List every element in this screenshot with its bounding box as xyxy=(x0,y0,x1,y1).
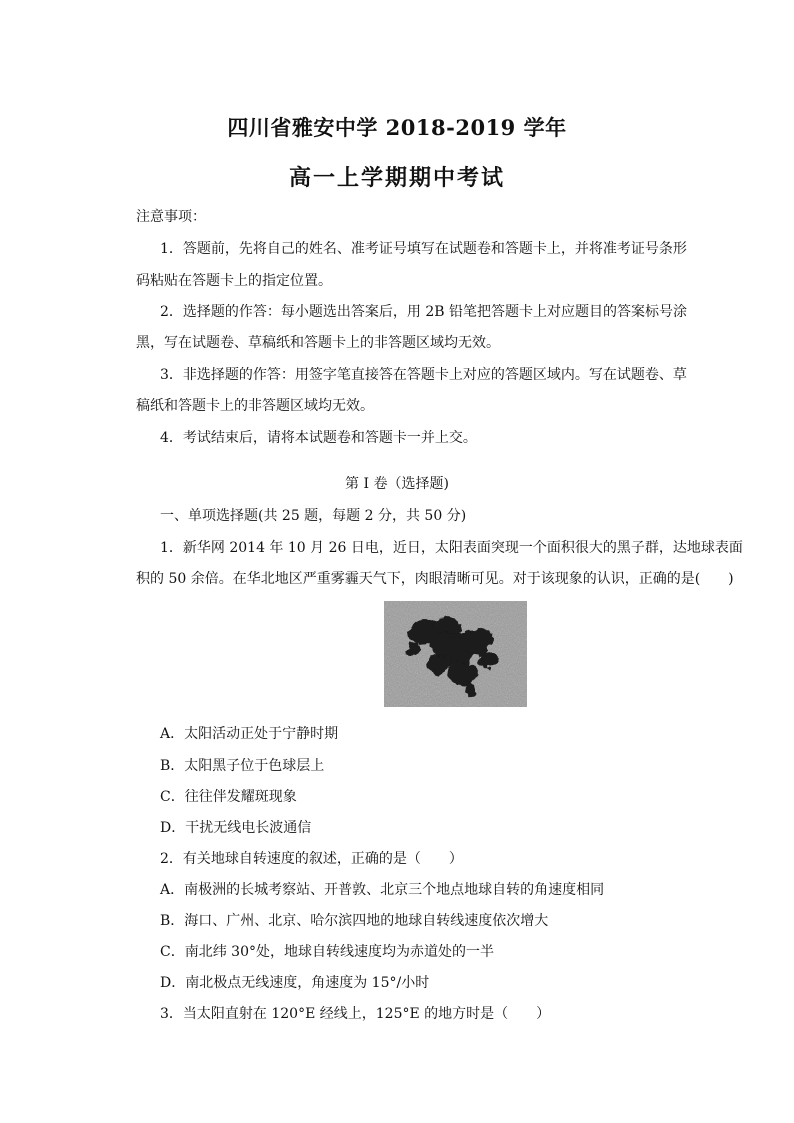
exam-title-line1: 四川省雅安中学 2018-2019 学年 xyxy=(227,115,567,140)
notice-line: 3．非选择题的作答：用签字笔直接答在答题卡上对应的答题区域内。写在试题卷、草 xyxy=(160,367,687,383)
question-1-stem: 积的 50 余倍。在华北地区严重雾霾天气下，肉眼清晰可见。对于该现象的认识，正确的是( ) xyxy=(136,571,734,587)
notice-line: 4．考试结束后，请将本试题卷和答题卡一并上交。 xyxy=(160,430,477,446)
part-heading: 一、单项选择题(共 25 题，每题 2 分，共 50 分) xyxy=(160,508,467,524)
question-3-stem: 3．当太阳直射在 120°E 经线上，125°E 的地方时是（ ） xyxy=(160,1006,551,1022)
notice-line: 2．选择题的作答：每小题选出答案后，用 2B 铅笔把答题卡上对应题目的答案标号涂 xyxy=(160,304,688,320)
question-1-stem: 1．新华网 2014 年 10 月 26 日电，近日，太阳表面突现一个面积很大的黑子群，达地球表面 xyxy=(160,540,743,556)
q1-option-d: D．干扰无线电长波通信 xyxy=(160,820,312,836)
q2-option-a: A．南极洲的长城考察站、开普敦、北京三个地点地球自转的角速度相同 xyxy=(160,882,605,898)
q1-option-a: A．太阳活动正处于宁静时期 xyxy=(160,726,339,742)
notice-line: 1．答题前，先将自己的姓名、准考证号填写在试题卷和答题卡上，并将准考证号条形 xyxy=(160,241,687,257)
q2-option-c: C．南北纬 30°处，地球自转线速度均为赤道处的一半 xyxy=(160,944,494,960)
q1-option-b: B．太阳黑子位于色球层上 xyxy=(160,758,325,774)
notice-line: 稿纸和答题卡上的非答题区域均无效。 xyxy=(136,398,374,414)
section-title: 第 I 卷（选择题) xyxy=(345,476,449,492)
q1-option-c: C．往往伴发耀斑现象 xyxy=(160,789,297,805)
sunspot-photo xyxy=(384,601,527,707)
notice-line: 码粘贴在答题卡上的指定位置。 xyxy=(136,273,332,289)
notice-heading: 注意事项： xyxy=(136,209,206,225)
exam-title-line2: 高一上学期期中考试 xyxy=(288,165,505,191)
question-2-stem: 2．有关地球自转速度的叙述，正确的是（ ） xyxy=(160,851,463,867)
q2-option-b: B．海口、广州、北京、哈尔滨四地的地球自转线速度依次增大 xyxy=(160,913,549,929)
q2-option-d: D．南北极点无线速度，角速度为 15°/小时 xyxy=(160,975,430,991)
notice-line: 黑，写在试题卷、草稿纸和答题卡上的非答题区域均无效。 xyxy=(136,335,500,351)
